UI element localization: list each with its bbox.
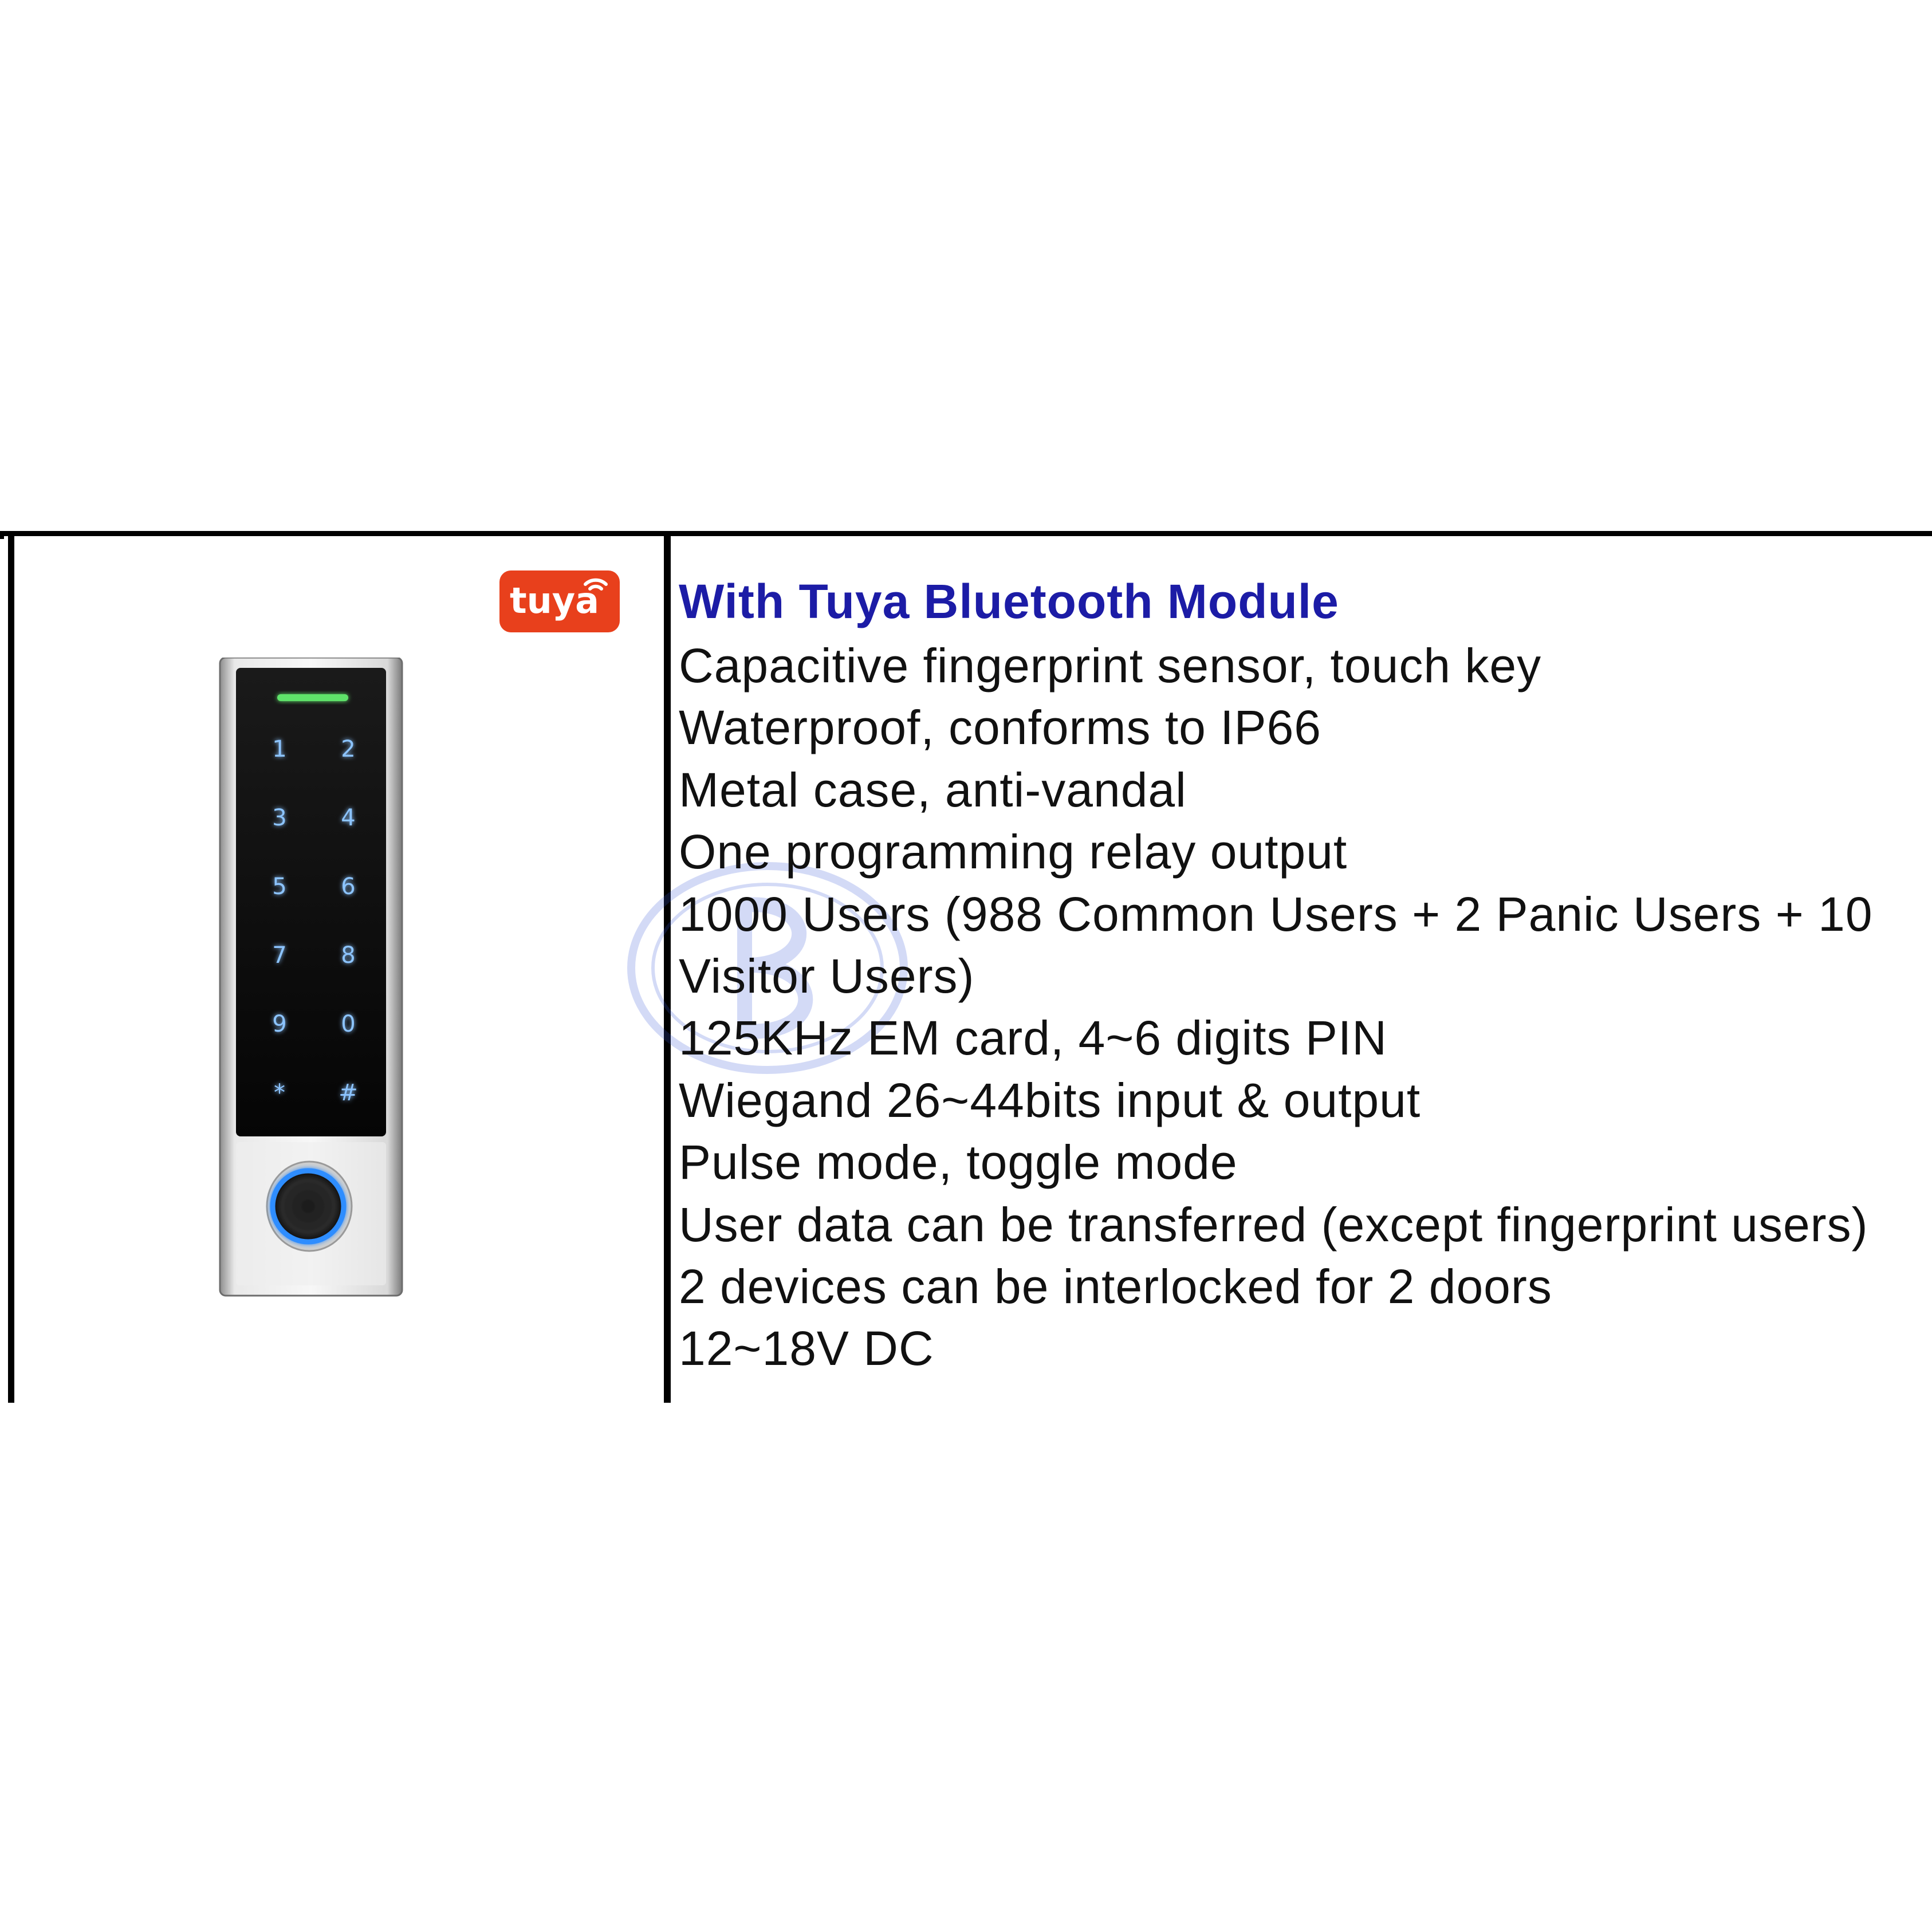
spec-line: One programming relay output [679, 825, 1348, 879]
spec-line: Pulse mode, toggle mode [679, 1135, 1238, 1190]
access-control-keypad-image [218, 658, 404, 1298]
spec-line: 1000 Users (988 Common Users + 2 Panic Users + 10 [679, 887, 1873, 941]
spec-line: 125KHz EM card, 4~6 digits PIN [679, 1011, 1387, 1065]
svg-text:6: 6 [341, 873, 356, 900]
tuya-logo [498, 569, 621, 633]
svg-text:7: 7 [272, 942, 287, 969]
spec-line: Visitor Users) [679, 949, 975, 1004]
spec-line: Wiegand 26~44bits input & output [679, 1073, 1421, 1127]
spec-line: 12~18V DC [679, 1321, 934, 1376]
svg-text:4: 4 [341, 805, 356, 831]
spec-cell [679, 573, 1910, 1380]
table-corner-mark [0, 535, 4, 539]
svg-text:*: * [274, 1080, 285, 1106]
svg-text:tuya: tuya [509, 580, 600, 621]
spec-line: 2 devices can be interlocked for 2 doors [679, 1260, 1552, 1314]
spec-line: Metal case, anti-vandal [679, 762, 1187, 817]
svg-text:#: # [339, 1080, 358, 1106]
spec-line: User data can be transferred (except fingerprint users) [679, 1197, 1868, 1252]
spec-line: Waterproof, conforms to IP66 [679, 701, 1322, 755]
table-top-border [0, 531, 1932, 536]
spec-title: With Tuya Bluetooth Module [679, 575, 1339, 628]
svg-text:3: 3 [272, 805, 287, 831]
svg-text:1: 1 [272, 736, 287, 762]
svg-text:9: 9 [272, 1011, 287, 1037]
svg-text:8: 8 [341, 942, 356, 969]
svg-text:5: 5 [272, 873, 287, 900]
spec-list [679, 635, 1910, 1380]
svg-text:0: 0 [341, 1011, 356, 1037]
table-left-border [8, 531, 14, 1403]
svg-text:2: 2 [341, 736, 356, 762]
spec-line: Capacitive fingerprint sensor, touch key [679, 639, 1542, 692]
